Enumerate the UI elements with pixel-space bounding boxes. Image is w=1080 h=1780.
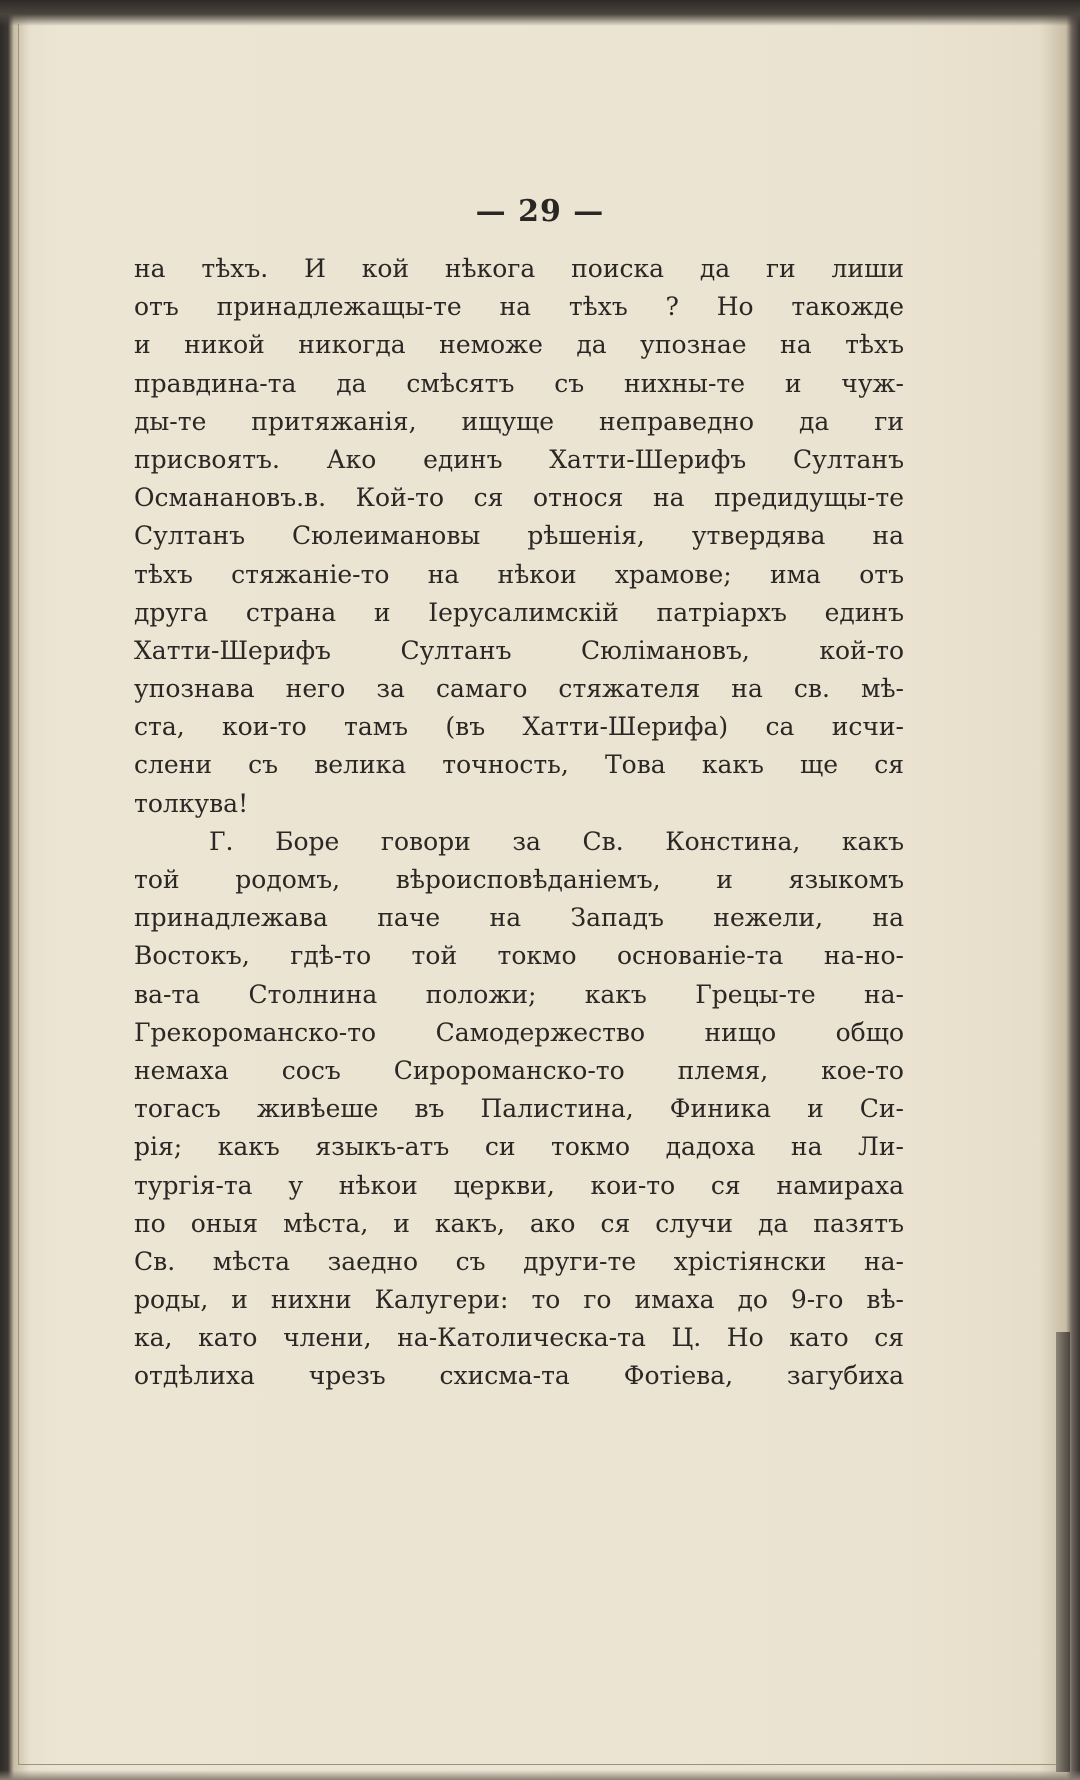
text-line: Грекороманско-то Самодержество нищо общо: [134, 1017, 904, 1047]
text-line: тогасъ живѣеше въ Палистина, Финика и Си-: [134, 1094, 904, 1124]
text-line: тургія-та у нѣкои церкви, кои-то ся намираха: [134, 1170, 904, 1200]
top-shadow: [0, 0, 1080, 26]
text-line: на тѣхъ. И кой нѣкога поиска да ги лиши: [134, 254, 904, 283]
text-line: немаха сосъ Сиророманско-то племя, кое-то: [134, 1055, 904, 1085]
text-line: рія; какъ языкъ-атъ си токмо дадоха на Ли-: [134, 1132, 904, 1162]
page-number: — 29 —: [475, 194, 605, 229]
text-line: ка, като члени, на-Католическа-та Ц. Но като ся: [134, 1323, 904, 1353]
text-line: толкува!: [134, 788, 249, 818]
text-line: Османановъ.в. Кой-то ся относя на предидущы-те: [134, 483, 904, 513]
text-line-indented: Г. Боре говори за Св. Констина, какъ: [209, 826, 904, 856]
text-line: ды-те притяжанія, ищуще неправедно да ги: [134, 406, 904, 436]
text-line: тѣхъ стяжаніе-то на нѣкои храмове; има отъ: [134, 559, 904, 589]
text-line: друга страна и Іерусалимскій патріархъ единъ: [134, 597, 904, 627]
right-edge-strip: [1056, 1332, 1070, 1772]
text-line: правдина-та да смѣсятъ съ нихны-те и чуж-: [134, 368, 904, 398]
text-line: Султанъ Сюлеимановы рѣшенія, утвердява на: [134, 521, 904, 551]
page-edge-bottom: [18, 1764, 1058, 1765]
text-line: роды, и нихни Калугери: то го имаха до 9-го вѣ-: [134, 1285, 904, 1315]
text-line: отдѣлиха чрезъ схисма-та Фотіева, загубиха: [134, 1361, 904, 1391]
text-line: слени съ велика точность, Това какъ ще ся: [134, 750, 904, 780]
text-line: по оныя мѣста, и какъ, ако ся случи да пазятъ: [134, 1208, 904, 1238]
text-line: Востокъ, гдѣ-то той токмо основаніе-та на-но-: [134, 941, 904, 971]
page-edge-left: [18, 24, 19, 1764]
text-line: той родомъ, вѣроисповѣданіемъ, и языкомъ: [134, 865, 904, 894]
body-text: [134, 250, 904, 1396]
text-line: ста, кои-то тамъ (въ Хатти-Шерифа) са исчи-: [134, 712, 904, 742]
text-line: Св. мѣста заедно съ други-те хрістіянски на-: [134, 1246, 904, 1276]
bottom-shadow: [0, 1770, 1080, 1780]
text-line: присвоятъ. Ако единъ Хатти-Шерифъ Султанъ: [134, 444, 904, 474]
text-line: отъ принадлежащы-те на тѣхъ ? Но такожде: [134, 292, 904, 322]
text-line: принадлежава паче на Западъ нежели, на: [134, 903, 904, 933]
text-line: и никой никогда неможе да упознае на тѣхъ: [134, 330, 904, 360]
text-line: ва-та Столнина положи; какъ Грецы-те на-: [134, 979, 904, 1009]
text-line: Хатти-Шерифъ Султанъ Сюлімановъ, кой-то: [134, 635, 904, 665]
text-line: упознава него за самаго стяжателя на св. мѣ-: [134, 674, 904, 704]
